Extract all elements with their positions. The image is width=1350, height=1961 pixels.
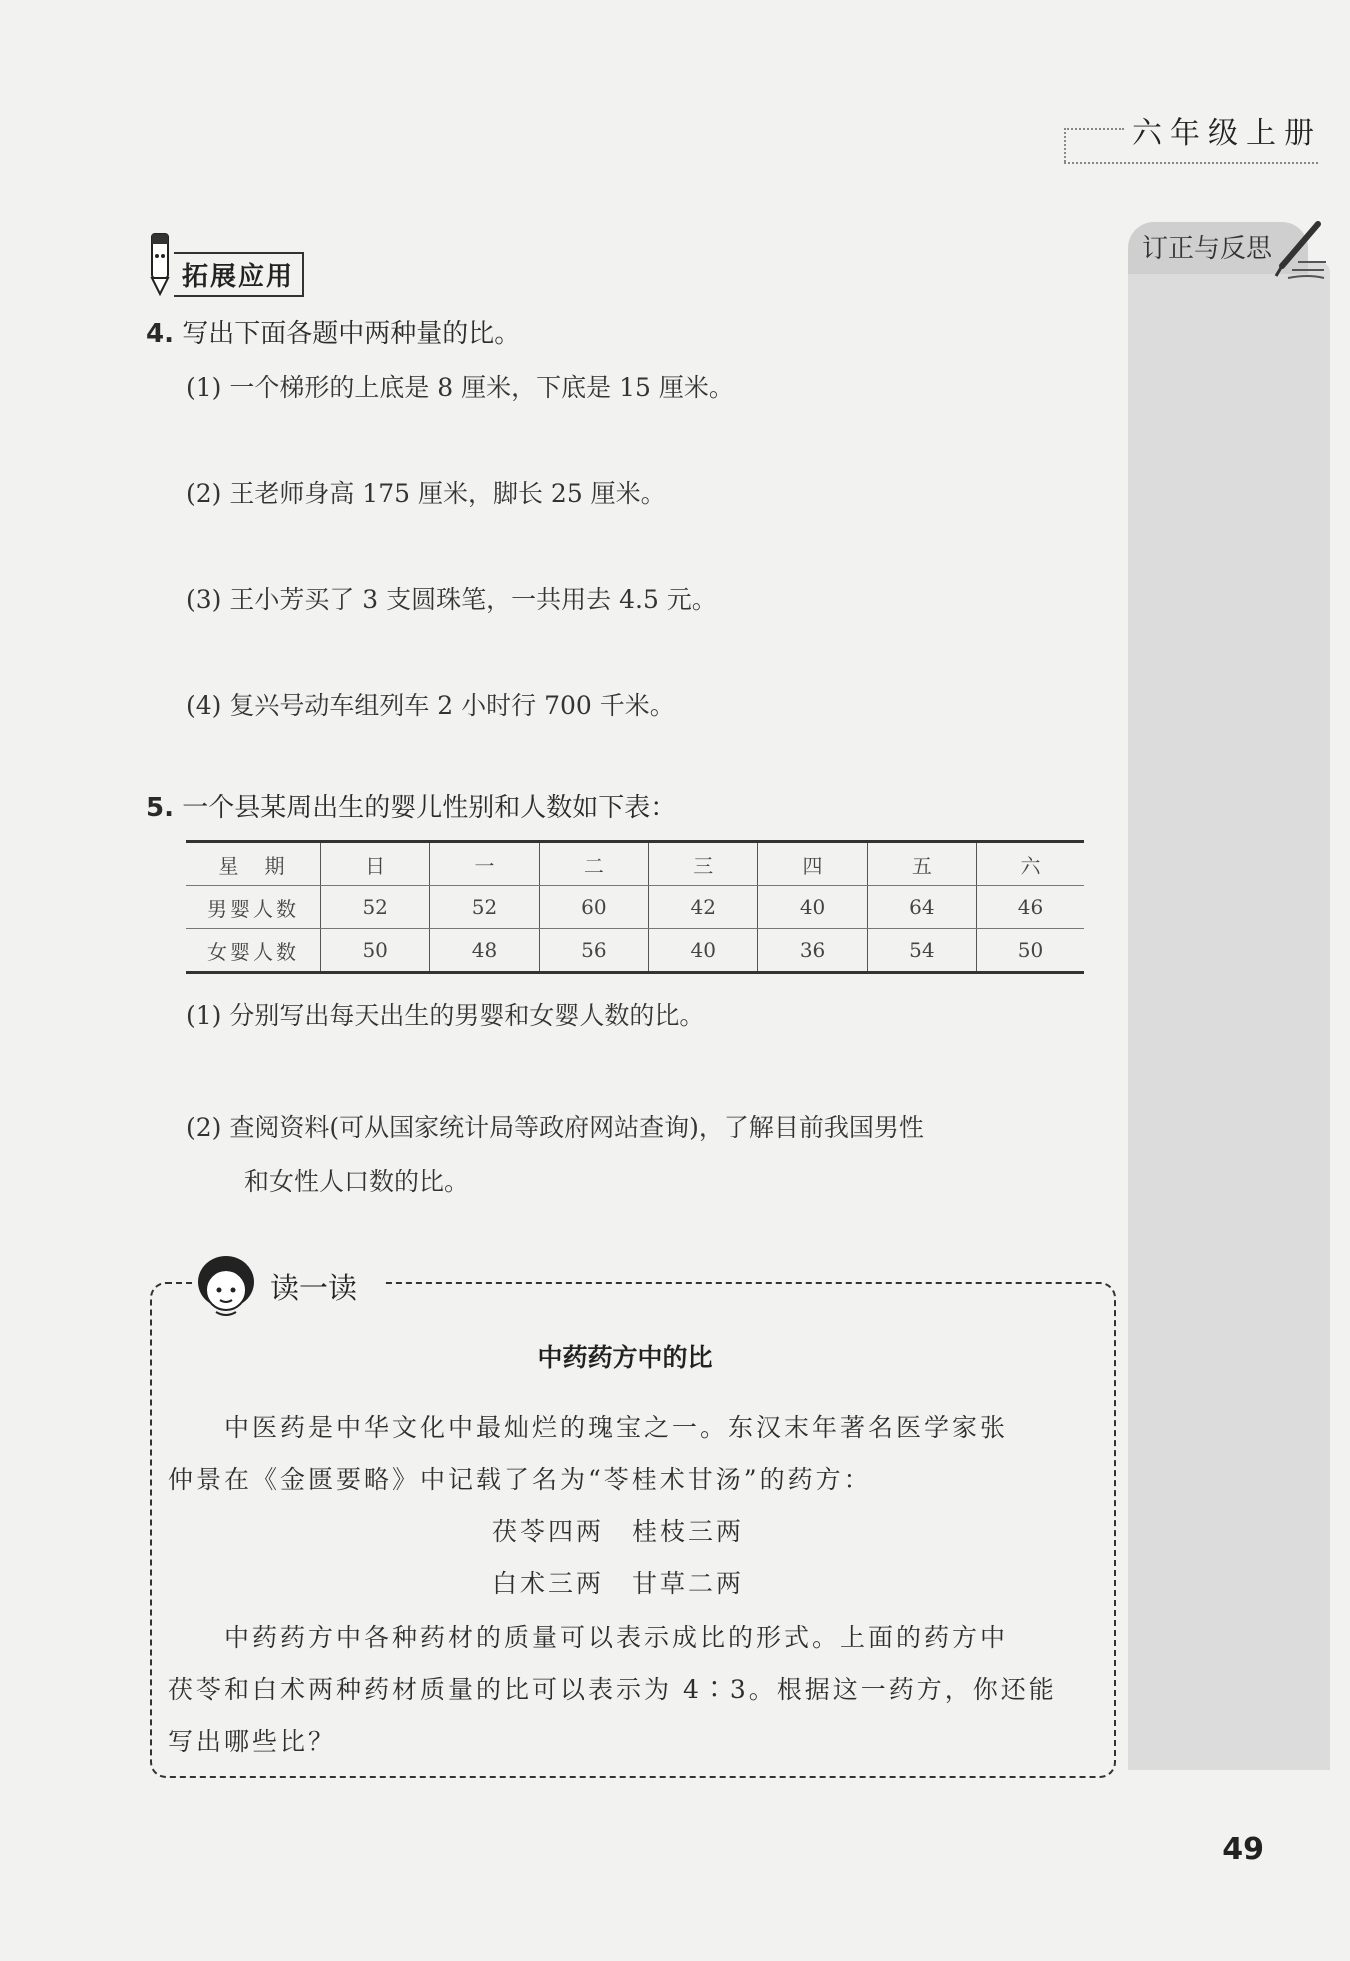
- table-header-row: [186, 842, 1084, 886]
- table-cell: 50: [321, 929, 430, 973]
- page-number: 49: [1222, 1832, 1264, 1867]
- table-cell: 日: [321, 842, 430, 886]
- q4-item-4: (4) 复兴号动车组列车 2 小时行 700 千米。: [186, 691, 675, 720]
- table-cell: 二: [539, 842, 648, 886]
- table-cell: 48: [430, 929, 539, 973]
- births-table: [186, 840, 1084, 974]
- q5-item-2-cont: 和女性人口数的比。: [244, 1167, 470, 1196]
- correction-label: 订正与反思: [1142, 234, 1273, 264]
- header-divider-bottom: [1064, 162, 1318, 164]
- table-cell: 54: [867, 929, 976, 973]
- header-divider-left: [1064, 128, 1066, 162]
- question-stem: 一个县某周出生的婴儿性别和人数如下表：: [182, 793, 677, 823]
- q4-item-2: (2) 王老师身高 175 厘米，脚长 25 厘米。: [186, 479, 666, 508]
- reading-paragraph-2-cont: 茯苓和白术两种药材质量的比可以表示为 4∶3。根据这一药方，你还能: [168, 1675, 1057, 1704]
- table-cell: 42: [649, 886, 758, 929]
- q5-item-1: (1) 分别写出每天出生的男婴和女婴人数的比。: [186, 1001, 705, 1030]
- table-cell: 56: [539, 929, 648, 973]
- pencil-mascot-icon: [146, 232, 176, 296]
- table-cell: 男婴人数: [186, 886, 321, 929]
- table-cell: 六: [977, 842, 1084, 886]
- reading-title: 中药药方中的比: [537, 1343, 713, 1372]
- reading-label: 读一读: [270, 1271, 358, 1305]
- table-cell: 40: [758, 886, 867, 929]
- grade-label: 六年级上册: [1132, 116, 1322, 151]
- question-4: [146, 316, 520, 352]
- table-cell: 60: [539, 886, 648, 929]
- table-cell: 三: [649, 842, 758, 886]
- reading-paragraph-2: 中药药方中各种药材的质量可以表示成比的形式。上面的药方中: [224, 1623, 1009, 1652]
- header-divider: [1064, 128, 1124, 130]
- table-cell: 四: [758, 842, 867, 886]
- recipe-line-2: 白术三两 甘草二两: [492, 1569, 745, 1598]
- question-number: 4.: [146, 319, 174, 349]
- table-row: [186, 929, 1084, 973]
- table-row: [186, 886, 1084, 929]
- reading-paragraph-2-end: 写出哪些比？: [168, 1727, 337, 1756]
- table-cell: 36: [758, 929, 867, 973]
- recipe-line-1: 茯苓四两 桂枝三两: [492, 1517, 745, 1546]
- question-number: 5.: [146, 793, 174, 823]
- table-cell: 46: [977, 886, 1084, 929]
- girl-avatar-icon: [194, 1252, 258, 1322]
- q5-item-2: (2) 查阅资料(可从国家统计局等政府网站查询)，了解目前我国男性: [186, 1113, 924, 1142]
- pencil-icon: [1268, 216, 1332, 286]
- table-cell: 女婴人数: [186, 929, 321, 973]
- table-cell: 50: [977, 929, 1084, 973]
- table-cell: 五: [867, 842, 976, 886]
- reading-paragraph-1-cont: 仲景在《金匮要略》中记载了名为“苓桂术甘汤”的药方：: [168, 1465, 872, 1494]
- table-cell: 40: [649, 929, 758, 973]
- q4-item-1: (1) 一个梯形的上底是 8 厘米，下底是 15 厘米。: [186, 373, 734, 402]
- table-cell: 52: [430, 886, 539, 929]
- table-cell: 一: [430, 842, 539, 886]
- correction-margin: [1128, 262, 1330, 1770]
- section-title: 拓展应用: [174, 252, 304, 297]
- q4-item-3: (3) 王小芳买了 3 支圆珠笔，一共用去 4.5 元。: [186, 585, 717, 614]
- question-stem: 写出下面各题中两种量的比。: [182, 319, 521, 349]
- table-cell: 星 期: [186, 842, 321, 886]
- table-cell: 64: [867, 886, 976, 929]
- table-cell: 52: [321, 886, 430, 929]
- reading-paragraph-1: 中医药是中华文化中最灿烂的瑰宝之一。东汉末年著名医学家张: [224, 1413, 1009, 1442]
- question-5: [146, 790, 676, 826]
